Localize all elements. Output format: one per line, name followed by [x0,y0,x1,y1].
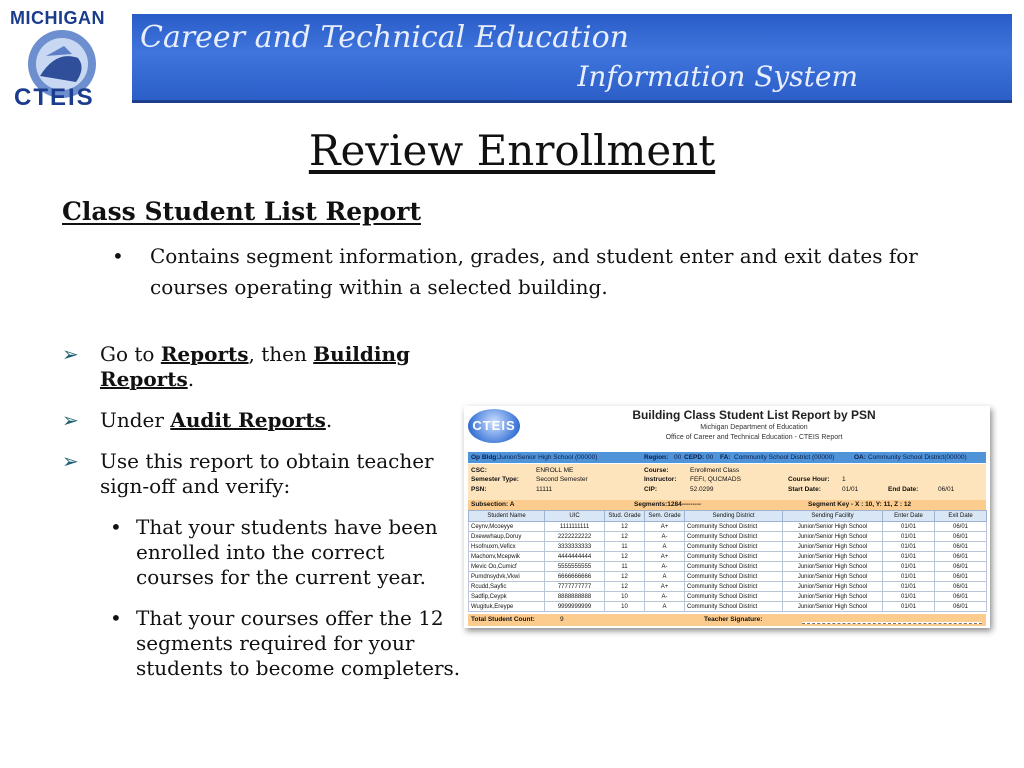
header-banner [132,14,1012,103]
table-cell: 1111111111 [545,522,605,532]
label: Total Student Count: [471,616,535,623]
table-cell: Ceynv,Mcoeyye [469,522,545,532]
bullet-dot-icon: • [110,515,122,539]
table-row [469,552,987,562]
arrow-bullet-icon: ➢ [62,449,79,473]
arrow-bullet-icon: ➢ [62,342,79,366]
report-preview [464,406,990,628]
table-cell: A- [645,532,685,542]
table-cell: 06/01 [935,552,987,562]
column-header: Student Name [469,511,545,522]
bullet-dot-icon: • [112,244,124,268]
table-cell: 12 [605,582,645,592]
label: Region: [644,454,669,461]
label: End Date: [888,486,919,493]
table-cell: Community School District [685,582,783,592]
table-cell: 12 [605,572,645,582]
table-cell: A [645,542,685,552]
table-cell: Community School District [685,552,783,562]
table-cell: 10 [605,602,645,612]
table-cell: 01/01 [883,552,935,562]
report-cteis-logo: CTEIS [468,409,520,443]
table-cell: A [645,602,685,612]
description-text: Contains segment information, grades, and student enter and exit dates for courses operating within a selected building. [150,244,918,299]
reports-link-text: Reports [160,342,249,366]
verify-text: That your courses offer the 12 segments required for your students to become completers. [136,606,461,680]
table-cell: 01/01 [883,562,935,572]
table-cell: A+ [645,522,685,532]
table-cell: 12 [605,532,645,542]
table-cell: Community School District [685,572,783,582]
value: 52.0299 [690,486,714,493]
value: 11111 [536,486,553,493]
table-cell: Hsofnuxm,Veficx [469,542,545,552]
signature-line [802,622,982,624]
segment-key-label: Segment Key - X : 10, Y: 11, Z : 12 [808,501,912,508]
table-cell: 12 [605,522,645,532]
verify-item [62,515,462,590]
value: Enrollment Class [690,467,740,474]
table-cell: 6666666666 [545,572,605,582]
table-cell: 01/01 [883,532,935,542]
table-cell: 06/01 [935,562,987,572]
report-segment-bar [468,500,986,510]
column-header: Enter Date [883,511,935,522]
value: FEFI, QUCMADS [690,476,741,483]
table-cell: 06/01 [935,592,987,602]
table-cell: Community School District [685,532,783,542]
verify-item [62,606,462,681]
table-cell: Machonv,Mcepwik [469,552,545,562]
section-subtitle: Class Student List Report [62,197,421,226]
table-row [469,602,987,612]
step-text: . [325,408,333,432]
value: 01/01 [842,486,859,493]
table-cell: 06/01 [935,522,987,532]
logo-top-text: MICHIGAN [10,8,105,28]
table-row [469,582,987,592]
step-text: Go to [100,342,161,366]
step-text: Under [100,408,171,432]
column-header: UIC [545,511,605,522]
table-cell: Junior/Senior High School [783,582,883,592]
label: Course: [644,467,669,474]
step-item [62,342,462,392]
label: Semester Type: [471,476,519,483]
table-header-row [469,511,987,522]
table-cell: Community School District [685,562,783,572]
table-cell: A [645,572,685,582]
table-cell: 12 [605,552,645,562]
table-cell: Wugituk,Ereype [469,602,545,612]
label: CSC: [471,467,487,474]
table-cell: 2222222222 [545,532,605,542]
label: CIP: [644,486,657,493]
table-cell: A- [645,562,685,572]
table-cell: 01/01 [883,542,935,552]
step-item [62,449,462,499]
value: Community School District(00000) [868,454,967,461]
table-cell: A+ [645,582,685,592]
table-cell: Community School District [685,592,783,602]
table-cell: Sadfip,Ceypk [469,592,545,602]
column-header: Stud. Grade [605,511,645,522]
page-title: Review Enrollment [308,126,716,175]
table-row [469,572,987,582]
column-header: Sending Facility [783,511,883,522]
label: Course Hour: [788,476,830,483]
column-header: Sem. Grade [645,511,685,522]
column-header: Exit Date [935,511,987,522]
table-cell: 4444444444 [545,552,605,562]
report-subtitle-1: Michigan Department of Education [700,424,808,431]
steps-list [62,342,462,697]
table-cell: Junior/Senior High School [783,532,883,542]
student-table [468,510,987,612]
column-header: Sending District [685,511,783,522]
value: 00 [706,454,714,461]
value: ENROLL ME [536,467,574,474]
table-cell: Junior/Senior High School [783,552,883,562]
table-row [469,532,987,542]
audit-reports-link-text: Audit Reports [170,408,326,432]
label: Op Bldg: [471,454,499,461]
value: 00 [674,454,682,461]
table-cell: Junior/Senior High School [783,602,883,612]
table-cell: 01/01 [883,572,935,582]
step-text: , then [248,342,314,366]
label: PSN: [471,486,487,493]
building-reports-link-text: Building Reports [100,342,410,391]
table-row [469,522,987,532]
table-cell: 06/01 [935,572,987,582]
banner-line1: Career and Technical Education [140,20,629,55]
logo-bottom-text: CTEIS [14,84,95,111]
table-cell: 06/01 [935,532,987,542]
label: Start Date: [788,486,821,493]
table-cell: A+ [645,552,685,562]
segments-label: Segments:1284--------- [634,501,702,508]
michigan-cteis-logo [6,6,128,110]
student-count: 9 [560,616,564,623]
table-row [469,592,987,602]
table-row [469,542,987,552]
label: CEPD: [684,454,705,461]
table-cell: Pumdnsydvk,Vkwi [469,572,545,582]
subsection-label: Subsection: A [471,501,515,508]
table-cell: 7777777777 [545,582,605,592]
value: 06/01 [938,486,955,493]
verify-text: That your students have been enrolled into the correct courses for the current year. [136,515,438,589]
table-cell: 01/01 [883,602,935,612]
report-building-bar [468,452,986,463]
verify-sublist [62,515,462,681]
table-cell: Dxewwhaup,Doruy [469,532,545,542]
table-cell: 01/01 [883,592,935,602]
bullet-dot-icon: • [110,606,122,630]
table-cell: Junior/Senior High School [783,572,883,582]
label: Teacher Signature: [704,616,763,623]
table-cell: Junior/Senior High School [783,542,883,552]
table-cell: 06/01 [935,582,987,592]
table-cell: 9999999999 [545,602,605,612]
value: 1 [842,476,846,483]
table-cell: Community School District [685,602,783,612]
table-cell: Community School District [685,542,783,552]
report-footer [468,614,986,626]
banner-line2: Information System [577,60,858,93]
table-cell: 06/01 [935,542,987,552]
label: OA: [854,454,866,461]
table-cell: 3333333333 [545,542,605,552]
table-row [469,562,987,572]
value: Community School District (00000) [734,454,835,461]
value: Junior/Senior High School (00000) [498,454,598,461]
step-text: Use this report to obtain teacher sign-off and verify: [100,449,434,498]
table-cell: 10 [605,592,645,602]
label: Instructor: [644,476,677,483]
table-cell: Junior/Senior High School [783,562,883,572]
report-subtitle-2: Office of Career and Technical Education - CTEIS Report [665,434,843,441]
table-cell: Community School District [685,522,783,532]
table-cell: A- [645,592,685,602]
report-course-info [468,464,986,500]
table-cell: 11 [605,542,645,552]
table-cell: 11 [605,562,645,572]
table-cell: 01/01 [883,582,935,592]
step-item [62,408,462,433]
value: Second Semester [536,476,588,483]
table-cell: 5555555555 [545,562,605,572]
table-cell: 06/01 [935,602,987,612]
table-cell: Mevic Oo,Cumicf [469,562,545,572]
table-cell: Junior/Senior High School [783,592,883,602]
table-cell: 01/01 [883,522,935,532]
label: FA: [720,454,731,461]
table-cell: Junior/Senior High School [783,522,883,532]
report-title: Building Class Student List Report by PSN [632,408,876,422]
table-cell: Rcudd,Sayfic [469,582,545,592]
step-text: . [187,367,195,391]
table-cell: 8888888888 [545,592,605,602]
arrow-bullet-icon: ➢ [62,408,79,432]
